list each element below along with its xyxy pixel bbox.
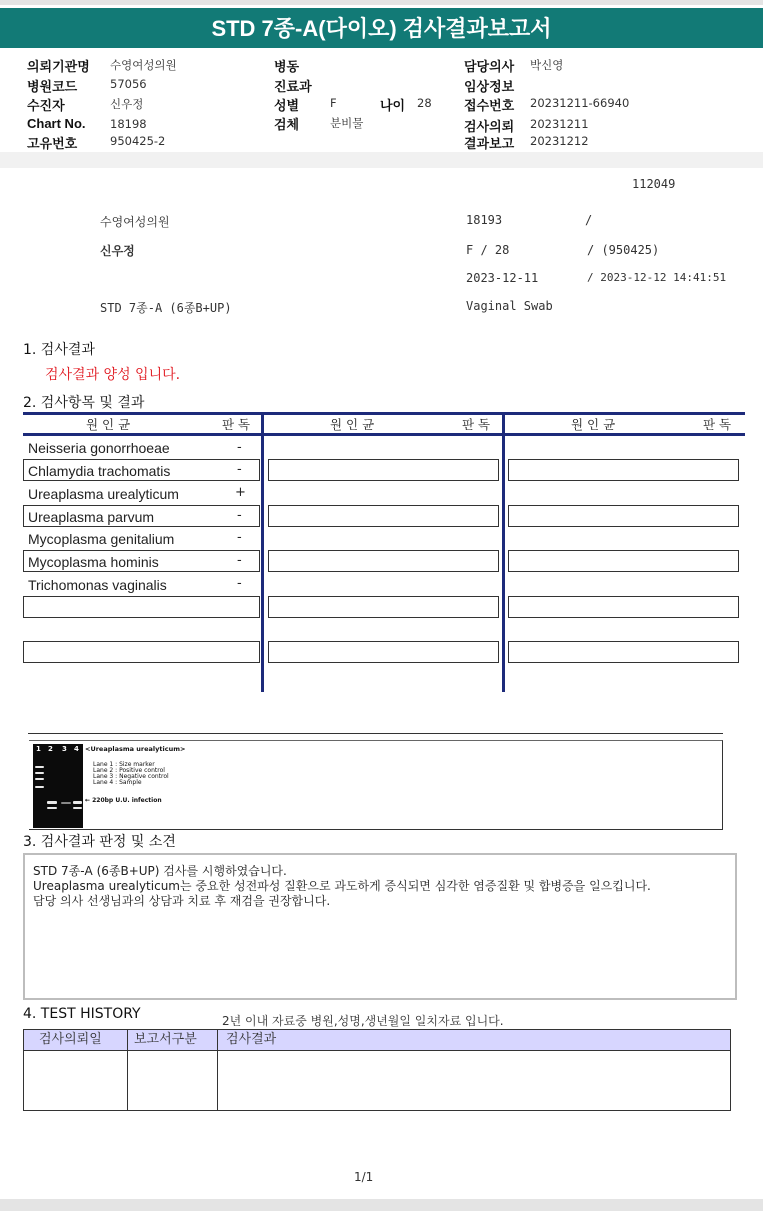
comment-line: STD 7종-A (6종B+UP) 검사를 시행하였습니다. [33, 864, 287, 878]
organism-result: - [237, 576, 242, 591]
gel-legend-line: Lane 4 : Sample [93, 779, 142, 786]
gel-lane-label: 3 [62, 745, 67, 753]
row-box [508, 459, 739, 481]
value-hospital-code: 57056 [110, 77, 147, 91]
patient-report-time: / 2023-12-12 14:41:51 [587, 271, 727, 284]
row-box [268, 641, 499, 663]
page-number: 1/1 [354, 1170, 374, 1184]
organism-name: Trichomonas vaginalis [28, 577, 167, 593]
gel-band-annotation: ← 220bp U.U. infection [85, 797, 162, 804]
value-sex: F [330, 96, 337, 110]
label-specimen: 검체 [274, 117, 300, 132]
label-report-date: 결과보고 [464, 136, 515, 151]
row-box [508, 505, 739, 527]
positive-band [47, 807, 57, 809]
section2-title: 2. 검사항목 및 결과 [23, 395, 145, 411]
patient-clinic: 수영여성의원 [100, 215, 170, 229]
sample-band [73, 807, 82, 809]
gel-top-rule [28, 733, 723, 734]
value-unique-no: 950425-2 [110, 134, 166, 148]
comment-line: 담당 의사 선생님과의 상담과 치료 후 재검을 권장합니다. [33, 894, 331, 908]
report-number: 112049 [632, 177, 676, 191]
organism-result: - [237, 462, 242, 477]
value-specimen: 분비물 [330, 116, 364, 130]
history-divider [127, 1030, 128, 1110]
comment-box [23, 853, 737, 1000]
label-unique-no: 고유번호 [27, 136, 78, 151]
row-box [23, 641, 260, 663]
organism-name: Ureaplasma parvum [28, 509, 155, 525]
gel-legend-line: Lane 1 : Size marker [93, 761, 155, 768]
patient-test-name: STD 7종-A (6종B+UP) [100, 301, 232, 315]
col-head-organism-3: 원 인 균 [571, 417, 616, 432]
result-summary: 검사결과 양성 입니다. [45, 367, 181, 383]
gel-legend-line: Lane 3 : Negative control [93, 773, 169, 780]
table-top-rule [23, 412, 745, 415]
patient-sex-age: F / 28 [466, 243, 510, 257]
label-clinical-info: 임상정보 [464, 79, 515, 94]
label-hospital-code: 병원코드 [27, 79, 78, 94]
gel-electrophoresis-image [33, 744, 83, 828]
label-requesting-institution: 의뢰기관명 [27, 59, 90, 74]
gel-title: <Ureaplasma urealyticum> [85, 745, 186, 753]
patient-request-date: 2023-12-11 [466, 271, 539, 285]
patient-chart-slash: / [585, 213, 593, 227]
label-ward: 병동 [274, 59, 300, 74]
organism-name: Chlamydia trachomatis [28, 463, 171, 479]
patient-name: 신우정 [100, 244, 135, 258]
col-head-result-3: 판 독 [703, 417, 732, 432]
row-box [268, 505, 499, 527]
gel-legend-line: Lane 2 : Positive control [93, 767, 165, 774]
value-age: 28 [417, 96, 432, 110]
value-chart-no: 18198 [110, 117, 147, 131]
history-col-result: 검사결과 [226, 1032, 277, 1047]
marker-band [35, 772, 44, 774]
marker-band [35, 766, 44, 768]
sample-band [73, 801, 82, 804]
header-separator [0, 152, 763, 168]
organism-name: Mycoplasma hominis [28, 554, 159, 570]
marker-band [35, 786, 44, 788]
history-note: 2년 이내 자료중 병원,성명,생년월일 일치자료 입니다. [222, 1014, 504, 1028]
organism-name-positive: Ureaplasma urealyticum [28, 486, 179, 502]
history-divider [217, 1030, 218, 1110]
row-box [508, 550, 739, 572]
value-request-date: 20231211 [530, 117, 589, 131]
section3-title: 3. 검사결과 판정 및 소견 [23, 834, 176, 850]
report-title: STD 7종-A(다이오) 검사결과보고서 [0, 8, 763, 48]
row-box [508, 596, 739, 618]
label-age: 나이 [380, 98, 406, 113]
row-box [268, 550, 499, 572]
label-physician: 담당의사 [464, 59, 515, 74]
gel-lane-label: 2 [48, 745, 53, 753]
value-requesting-institution: 수영여성의원 [110, 58, 177, 72]
label-receipt-no: 접수번호 [464, 98, 515, 113]
row-box [23, 596, 260, 618]
value-physician: 박신영 [530, 58, 564, 72]
col-head-result-1: 판 독 [222, 417, 251, 432]
table-header-rule [23, 433, 745, 436]
negative-band [61, 802, 71, 804]
label-chart-no: Chart No. [27, 116, 86, 131]
value-receipt-no: 20231211-66940 [530, 96, 630, 110]
top-strip [0, 0, 763, 5]
history-header-row [24, 1030, 730, 1051]
organism-result-positive: + [235, 485, 246, 500]
label-department: 진료과 [274, 79, 312, 94]
row-box [508, 641, 739, 663]
history-col-report-type: 보고서구분 [134, 1032, 197, 1047]
history-table [23, 1029, 731, 1111]
value-report-date: 20231212 [530, 134, 589, 148]
col-head-organism-2: 원 인 균 [330, 417, 375, 432]
organism-result: - [237, 508, 242, 523]
table-divider-2 [502, 412, 505, 692]
patient-birth: / (950425) [587, 243, 660, 257]
table-divider-1 [261, 412, 264, 692]
organism-name: Neisseria gonorrhoeae [28, 440, 170, 456]
organism-result: - [237, 553, 242, 568]
history-col-request-date: 검사의뢰일 [39, 1032, 102, 1047]
section4-title: 4. TEST HISTORY [23, 1006, 141, 1022]
organism-result: - [237, 440, 242, 455]
row-box [268, 596, 499, 618]
gel-lane-label: 4 [74, 745, 79, 753]
gel-lane-label: 1 [36, 745, 41, 753]
organism-result: - [237, 530, 242, 545]
organism-name: Mycoplasma genitalium [28, 531, 175, 547]
patient-specimen: Vaginal Swab [466, 299, 553, 313]
positive-band [47, 801, 57, 804]
label-request-date: 검사의뢰 [464, 119, 515, 134]
bottom-strip [0, 1199, 763, 1211]
col-head-organism-1: 원 인 균 [86, 417, 131, 432]
col-head-result-2: 판 독 [462, 417, 491, 432]
marker-band [35, 778, 44, 780]
row-box [268, 459, 499, 481]
patient-chart: 18193 [466, 213, 503, 227]
section1-title: 1. 검사결과 [23, 342, 95, 358]
comment-line: Ureaplasma urealyticum는 중요한 성전파성 질환으로 과도하게 증식되면 심각한 염증질환 및 합병증을 일으킵니다. [33, 879, 651, 893]
value-patient: 신우정 [110, 97, 144, 111]
label-sex: 성별 [274, 98, 300, 113]
label-patient: 수진자 [27, 98, 65, 113]
